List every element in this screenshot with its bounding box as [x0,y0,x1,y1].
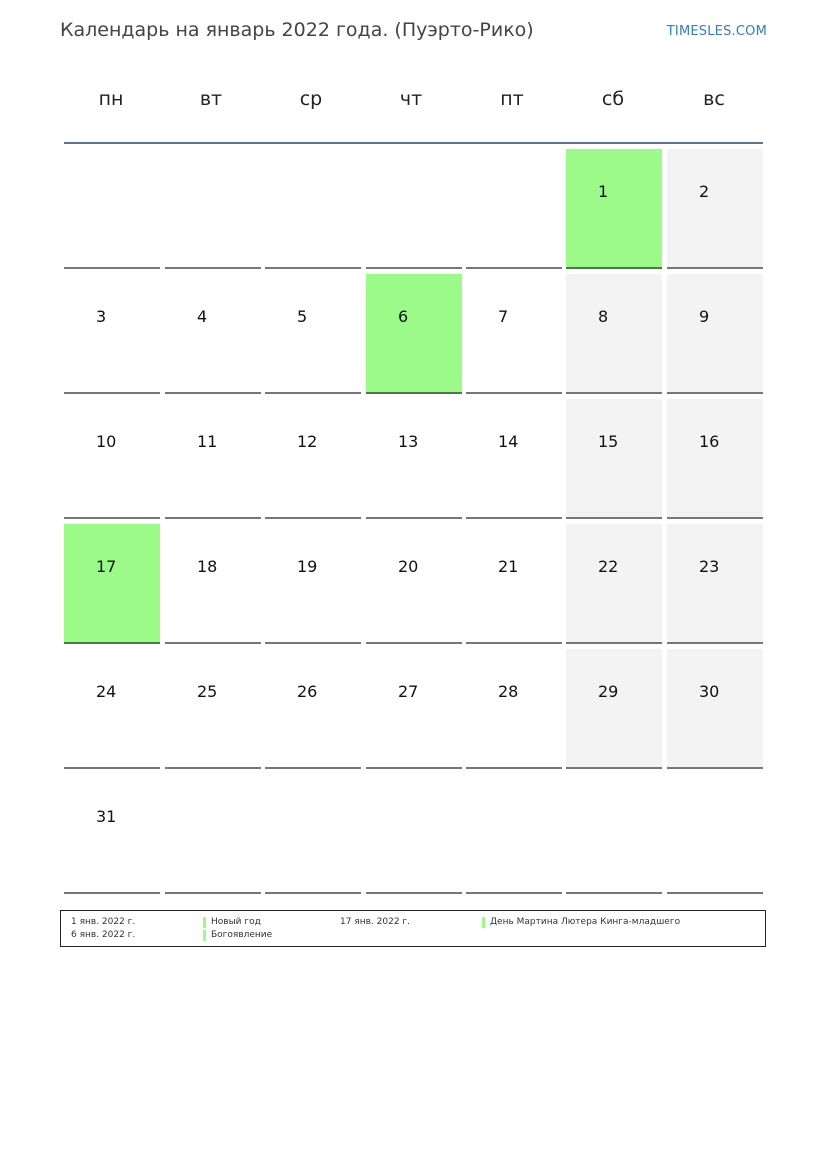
holiday-legend [60,910,766,947]
day-cell [366,399,462,519]
day-cell [667,649,763,769]
day-number: 28 [498,682,519,701]
day-number: 2 [699,182,710,201]
day-number: 29 [598,682,619,701]
day-number: 14 [498,432,519,451]
day-number: 4 [197,307,208,326]
day-cell [366,649,462,769]
legend-holiday-name: Богоявление [211,930,273,940]
weekday-thu: чт [399,88,423,110]
day-cell [466,274,562,394]
legend-color-marker [203,917,206,928]
day-number: 7 [498,307,509,326]
empty-day-cell [64,149,160,269]
day-number: 10 [96,432,117,451]
legend-date: 17 янв. 2022 г. [340,917,410,927]
legend-holiday-name: День Мартина Лютера Кинга-младшего [490,917,681,927]
day-cell [466,649,562,769]
weekday-wed: ср [299,88,323,110]
legend-date: 1 янв. 2022 г. [71,917,136,927]
day-number: 1 [598,182,609,201]
day-number: 3 [96,307,107,326]
legend-color-marker [203,930,206,941]
day-number: 9 [699,307,710,326]
day-cell [64,649,160,769]
empty-day-cell [366,774,462,894]
day-number: 6 [398,307,409,326]
day-number: 13 [398,432,419,451]
header-divider [64,142,763,144]
day-cell [667,399,763,519]
day-number: 16 [699,432,720,451]
empty-day-cell [165,774,261,894]
day-number: 25 [197,682,218,701]
day-number: 19 [297,557,318,576]
day-cell [667,274,763,394]
day-cell [265,649,361,769]
weekday-sat: сб [601,88,625,110]
empty-day-cell [667,774,763,894]
day-number: 15 [598,432,619,451]
day-cell [466,524,562,644]
empty-day-cell [466,774,562,894]
page-title: Календарь на январь 2022 года. (Пуэрто-Рико) [60,19,534,41]
day-cell [265,399,361,519]
weekday-tue: вт [199,88,223,110]
day-number: 12 [297,432,318,451]
empty-day-cell [566,774,662,894]
day-number: 22 [598,557,619,576]
day-cell [667,524,763,644]
day-number: 23 [699,557,720,576]
day-number: 31 [96,807,117,826]
empty-day-cell [466,149,562,269]
day-cell [566,399,662,519]
day-cell [366,274,462,394]
weekday-header [63,88,764,120]
day-cell [165,524,261,644]
day-cell [165,274,261,394]
day-number: 21 [498,557,519,576]
legend-holiday-name: Новый год [211,917,261,927]
day-number: 18 [197,557,218,576]
day-cell [667,149,763,269]
day-number: 5 [297,307,308,326]
day-number: 8 [598,307,609,326]
day-cell [165,649,261,769]
day-number: 20 [398,557,419,576]
empty-day-cell [366,149,462,269]
day-cell [366,524,462,644]
day-cell [165,399,261,519]
day-cell [265,524,361,644]
day-cell [64,524,160,644]
weekday-sun: вс [703,88,725,110]
empty-day-cell [265,774,361,894]
day-cell [265,274,361,394]
day-number: 17 [96,557,117,576]
empty-day-cell [265,149,361,269]
empty-day-cell [165,149,261,269]
legend-color-marker [482,917,485,928]
day-number: 24 [96,682,117,701]
day-cell [466,399,562,519]
day-number: 30 [699,682,720,701]
day-cell [566,149,662,269]
day-cell [64,399,160,519]
day-cell [64,274,160,394]
day-number: 11 [197,432,218,451]
weekday-fri: пт [500,88,524,110]
day-cell [566,649,662,769]
weekday-mon: пн [98,88,124,110]
day-number: 27 [398,682,419,701]
brand-link[interactable]: TIMESLES.COM [666,24,767,39]
day-cell [64,774,160,894]
day-cell [566,274,662,394]
day-cell [566,524,662,644]
legend-date: 6 янв. 2022 г. [71,930,136,940]
day-number: 26 [297,682,318,701]
